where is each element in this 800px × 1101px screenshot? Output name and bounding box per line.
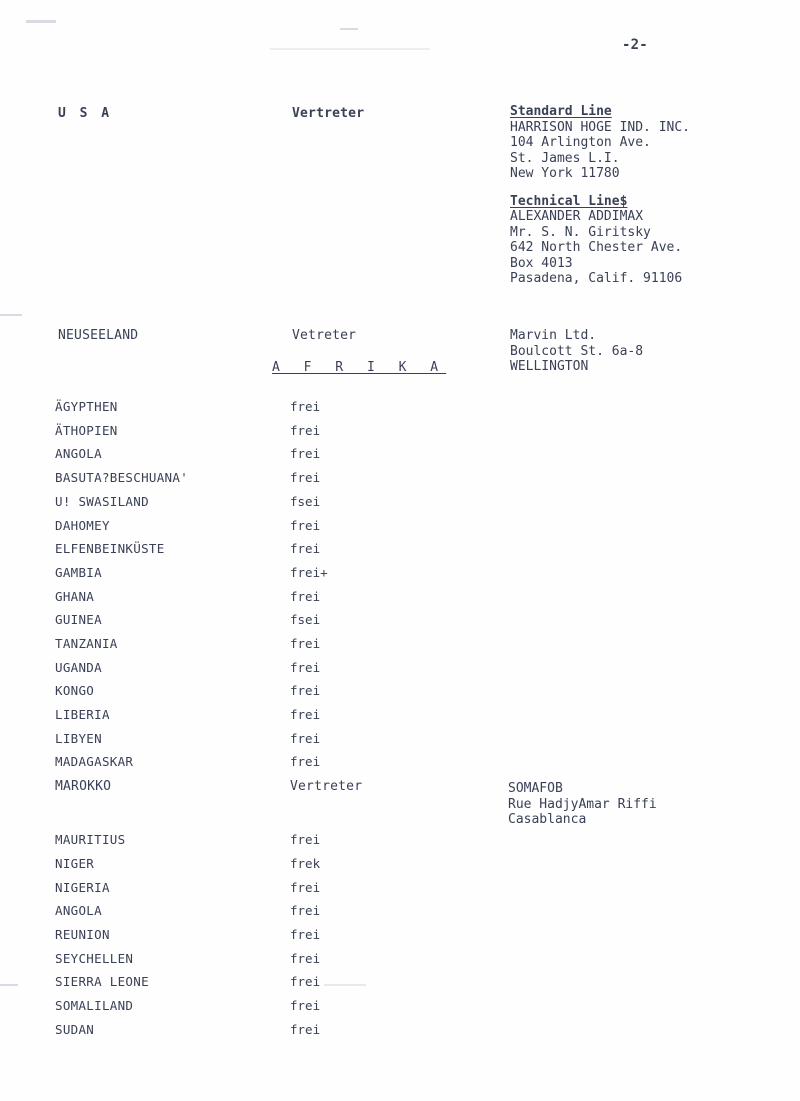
- status-value: frek: [290, 856, 321, 871]
- standard-line-address-4: New York 11780: [510, 166, 620, 181]
- country-name: GUINEA: [55, 612, 102, 627]
- status-value: frei: [290, 903, 321, 918]
- section-heading-afrika: A F R I K A: [272, 360, 447, 375]
- usa-status: Vertreter: [292, 106, 365, 121]
- status-value: frei: [290, 541, 321, 556]
- status-value: frei: [290, 731, 321, 746]
- status-value: frei: [290, 423, 321, 438]
- status-value: fsei: [290, 494, 321, 509]
- technical-line-address-3: 642 North Chester Ave.: [510, 240, 683, 255]
- status-value: frei: [290, 998, 321, 1013]
- status-value: frei: [290, 832, 321, 847]
- country-name: ÄTHOPIEN: [55, 423, 118, 438]
- country-name: GHANA: [55, 589, 95, 604]
- marokko-address-1: SOMAFOB: [508, 781, 563, 796]
- scan-artifact: [0, 314, 22, 316]
- usa-country: U S A: [58, 106, 113, 121]
- status-value: frei: [290, 660, 321, 675]
- country-name: DAHOMEY: [55, 518, 110, 533]
- technical-line-heading: Technical Line$: [510, 193, 628, 209]
- page-number: -2-: [622, 37, 648, 53]
- country-name: SIERRA LEONE: [55, 974, 149, 989]
- country-name: SEYCHELLEN: [55, 951, 134, 966]
- status-value: frei: [290, 951, 321, 966]
- neuseeland-country: NEUSEELAND: [58, 328, 139, 343]
- status-value: frei: [290, 1022, 321, 1037]
- neuseeland-status: Vetreter: [292, 328, 357, 343]
- status-value: frei: [290, 470, 321, 485]
- standard-line-address-1: HARRISON HOGE IND. INC.: [510, 119, 691, 135]
- status-value: frei: [290, 446, 321, 461]
- status-value: frei: [290, 974, 321, 989]
- status-value: frei: [290, 683, 321, 698]
- list-item: [0, 974, 800, 990]
- scan-artifact: [0, 984, 18, 986]
- status-value: frei+: [290, 565, 328, 580]
- country-name: MAURITIUS: [55, 832, 126, 847]
- neuseeland-address-1: Marvin Ltd.: [510, 328, 597, 343]
- country-name: ANGOLA: [55, 903, 102, 918]
- list-item: [0, 951, 800, 967]
- list-item: [0, 880, 800, 896]
- country-name: GAMBIA: [55, 565, 102, 580]
- country-name: REUNION: [55, 927, 110, 942]
- status-value: fsei: [290, 612, 321, 627]
- list-item: [0, 856, 800, 872]
- status-value: frei: [290, 880, 321, 895]
- status-value: frei: [290, 518, 321, 533]
- status-value: frei: [290, 399, 321, 414]
- scan-artifact: [324, 984, 366, 986]
- country-name: LIBYEN: [55, 731, 102, 746]
- technical-line-address-5: Pasadena, Calif. 91106: [510, 271, 683, 286]
- marokko-address-3: Casablanca: [508, 812, 587, 827]
- technical-line-address-2: Mr. S. N. Giritsky: [510, 224, 651, 240]
- list-item: [0, 903, 800, 919]
- country-name: SUDAN: [55, 1022, 95, 1037]
- country-name: ELFENBEINKÜSTE: [55, 541, 165, 556]
- status-value: frei: [290, 589, 321, 604]
- country-name: KONGO: [55, 683, 95, 698]
- country-name: LIBERIA: [55, 707, 110, 722]
- standard-line-address-2: 104 Arlington Ave.: [510, 135, 651, 150]
- country-name: ÄGYPTHEN: [55, 399, 118, 414]
- marokko-address-2: Rue HadjyAmar Riffi: [508, 796, 657, 812]
- country-name: BASUTA?BESCHUANA': [55, 470, 189, 485]
- standard-line-address-3: St. James L.I.: [510, 150, 620, 166]
- neuseeland-address-3: WELLINGTON: [510, 359, 589, 374]
- country-name: NIGERIA: [55, 880, 110, 895]
- marokko-country: MAROKKO: [55, 779, 112, 794]
- country-name: SOMALILAND: [55, 998, 134, 1013]
- neuseeland-address-2: Boulcott St. 6a-8: [510, 343, 644, 359]
- marokko-status: Vertreter: [290, 779, 363, 794]
- country-name: UGANDA: [55, 660, 102, 675]
- country-name: NIGER: [55, 856, 95, 871]
- technical-line-address-4: Box 4013: [510, 255, 573, 271]
- country-name: MADAGASKAR: [55, 754, 134, 769]
- country-name: ANGOLA: [55, 446, 102, 461]
- status-value: frei: [290, 927, 321, 942]
- list-item: [0, 927, 800, 943]
- list-item: [0, 832, 800, 848]
- country-name: TANZANIA: [55, 636, 118, 651]
- status-value: frei: [290, 754, 321, 769]
- list-item: [0, 998, 800, 1014]
- standard-line-heading: Standard Line: [510, 104, 612, 119]
- status-value: frei: [290, 707, 321, 722]
- list-item: [0, 1022, 800, 1038]
- status-value: frei: [290, 636, 321, 651]
- technical-line-address-1: ALEXANDER ADDIMAX: [510, 209, 644, 224]
- country-name: U! SWASILAND: [55, 494, 149, 509]
